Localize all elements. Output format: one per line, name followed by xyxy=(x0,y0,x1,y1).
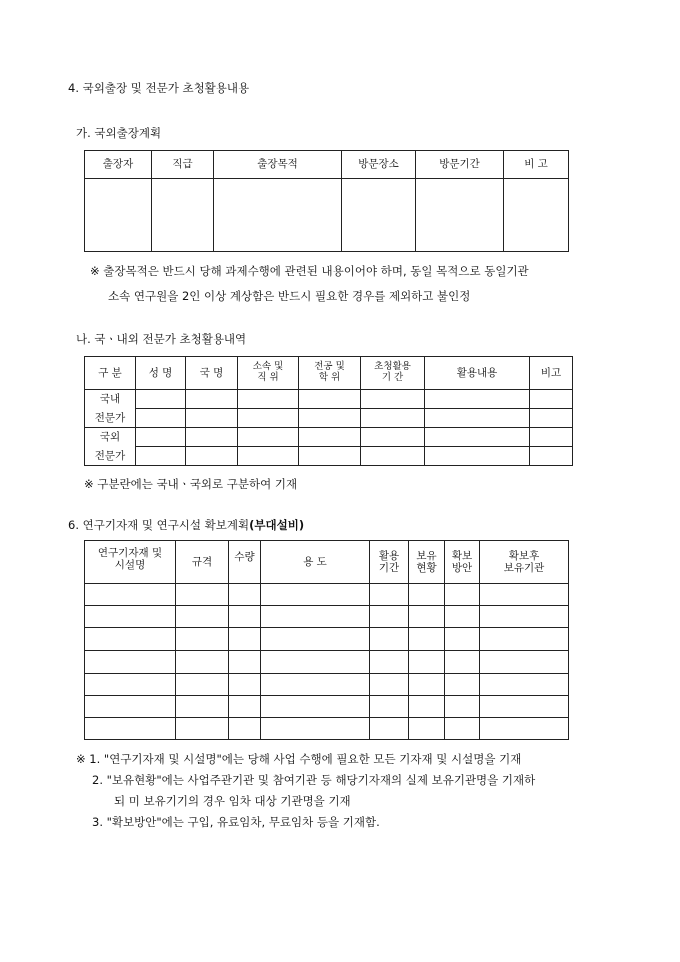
section-6-title-bold: (부대설비) xyxy=(249,518,305,532)
header-cell: 확보후 보유기관 xyxy=(480,541,569,584)
equipment-table xyxy=(84,540,569,740)
table-row xyxy=(85,390,573,409)
table-header-row xyxy=(85,357,573,390)
header-cell: 직급 xyxy=(152,151,214,179)
header-cell: 출장목적 xyxy=(214,151,342,179)
subsection-a-title: 가. 국외출장계획 xyxy=(76,126,162,140)
table-row xyxy=(85,628,569,651)
header-cell: 비 고 xyxy=(504,151,569,179)
header-cell: 성 명 xyxy=(136,357,186,390)
trip-note-line1: ※ 출장목적은 반드시 당해 과제수행에 관련된 내용이어야 하며, 동일 목적으로 동일기관 xyxy=(90,264,529,278)
table-row xyxy=(85,409,573,428)
table-header-row xyxy=(85,151,569,179)
expert-table xyxy=(84,356,573,466)
table-row xyxy=(85,651,569,674)
section-6-title-text: 6. 연구기자재 및 연구시설 확보계획 xyxy=(68,518,250,532)
table-row xyxy=(85,718,569,740)
trip-note-line2: 소속 연구원을 2인 이상 계상함은 반드시 필요한 경우를 제외하고 불인정 xyxy=(108,289,471,303)
table-row xyxy=(85,179,569,252)
header-cell: 방문장소 xyxy=(342,151,416,179)
header-cell: 구 분 xyxy=(85,357,136,390)
header-cell: 방문기간 xyxy=(416,151,504,179)
header-cell: 소속 및 직 위 xyxy=(238,357,299,390)
header-cell: 연구기자재 및 시설명 xyxy=(85,541,176,584)
table-row xyxy=(85,674,569,696)
equipment-note-2: 2. "보유현황"에는 사업주관기관 및 참여기관 등 해당기자재의 실제 보유기관명을 기재하 xyxy=(92,773,536,787)
header-cell: 활용내용 xyxy=(425,357,530,390)
table-row xyxy=(85,428,573,447)
row-label: 국내 xyxy=(85,390,136,409)
header-cell: 확보 방안 xyxy=(445,541,480,584)
expert-note: ※ 구분란에는 국내ㆍ국외로 구분하여 기재 xyxy=(84,477,298,491)
header-cell: 규격 xyxy=(176,541,229,584)
equipment-note-2-cont: 되 미 보유기기의 경우 임차 대상 기관명을 기재 xyxy=(114,794,351,808)
header-cell: 출장자 xyxy=(85,151,152,179)
table-header-row xyxy=(85,541,569,584)
equipment-note-3: 3. "확보방안"에는 구입, 유료임차, 무료임차 등을 기재함. xyxy=(92,815,380,829)
row-label: 국외 xyxy=(85,428,136,447)
overseas-trip-table xyxy=(84,150,569,252)
equipment-note-1: ※ 1. "연구기자재 및 시설명"에는 당해 사업 수행에 필요한 모든 기자재 및 시설명을 기재 xyxy=(76,752,522,766)
section-6-title xyxy=(68,517,304,533)
header-cell: 비고 xyxy=(530,357,573,390)
header-cell: 용 도 xyxy=(261,541,370,584)
header-cell: 활용 기간 xyxy=(370,541,409,584)
row-label: 전문가 xyxy=(85,447,136,466)
subsection-b-title: 나. 국ㆍ내외 전문가 초청활용내역 xyxy=(76,332,247,346)
table-row xyxy=(85,696,569,718)
header-cell: 보유 현황 xyxy=(409,541,445,584)
header-cell: 전공 및 학 위 xyxy=(299,357,361,390)
header-cell: 수량 xyxy=(229,541,261,584)
header-cell: 국 명 xyxy=(186,357,238,390)
header-cell: 초청활용 기 간 xyxy=(361,357,425,390)
table-row xyxy=(85,584,569,606)
row-label: 전문가 xyxy=(85,409,136,428)
table-row xyxy=(85,606,569,628)
table-row xyxy=(85,447,573,466)
section-4-title: 4. 국외출장 및 전문가 초청활용내용 xyxy=(68,81,250,95)
